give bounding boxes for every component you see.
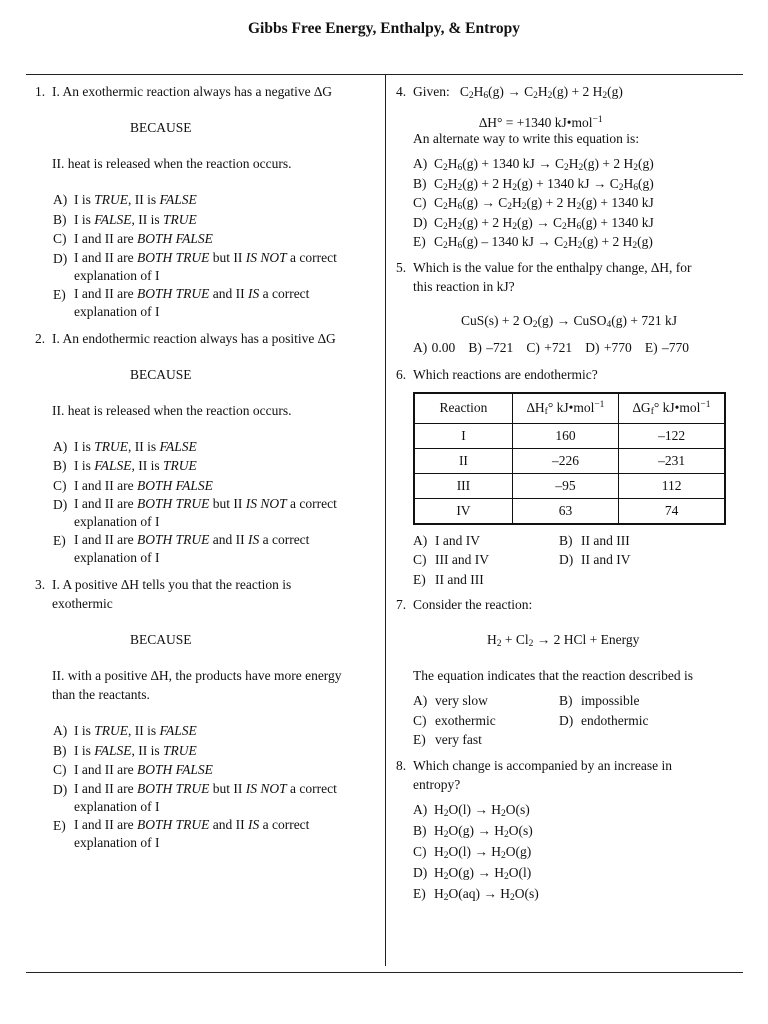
option-a[interactable]: A) $H_2O(l) \to H_2O(s)$ [413,801,530,819]
answer-options [396,154,741,252]
question-4: 4. Given: $C_2H_6(g) \to C_2H_2(g) + 2$ $H_2(g)$ ∆H° = +1340 kJ•mol$^{-1}$ An alternate way to write this equation is: A) $C_2H_6(g) + 1340$ kJ → $C_2H_2(g) + 2$ $H_2(g)$ B) $C_2H_2(g) + 2$ $H_2(g) + 1340$ kJ → $C_2H_6(g)$ C) $C_2H_6(g) \to C_2H_2(g) + 2$ $H_2(g) + 1340$ kJ D) $C_2H_2(g) + 2$ $H_2(g) \to C_2H_6(g) + 1340$ kJ E) $C_2H_6(g) - 1340$ kJ → $C_2H_2(g) + 2$ $H_2(g)$ [396,82,741,252]
option-b[interactable]: B) –721 [468,339,514,355]
table-header-row [414,393,725,424]
option-e[interactable]: E) very fast [413,732,482,747]
option-c[interactable]: C) III and IV [413,552,489,567]
column-divider [385,75,386,966]
option-d[interactable]: D) II and IV [559,552,631,567]
statement-2: II. with a positive ∆H, the products have more energy [52,668,342,683]
answer-options [396,531,741,590]
option-c[interactable]: C) I and II are BOTH FALSE [53,762,213,777]
option-b[interactable]: B) impossible [559,693,640,708]
option-a[interactable]: A) I and IV [413,532,480,548]
option-d[interactable]: D) $H_2O(g) \to H_2O(l)$ [413,864,532,882]
statement-2: II. heat is released when the reaction occurs. [52,156,292,171]
question-5 [396,258,741,357]
option-b[interactable]: B) I is FALSE, II is TRUE [53,211,197,227]
option-d[interactable]: D) I and II are BOTH TRUE but II IS NOT a correct explanation of I [53,249,337,283]
option-b[interactable]: B) I is FALSE, II is TRUE [53,742,197,758]
option-d[interactable]: D) I and II are BOTH TRUE but II IS NOT a correct explanation of I [53,780,337,814]
option-c[interactable]: C) $H_2O(l) \to H_2O(g)$ [413,843,532,861]
header-delta-hf: $\Delta H_f^\circ$ kJ•mol$^{-1}$ [512,393,618,424]
option-b[interactable]: B) II and III [559,532,630,548]
option-e[interactable]: E) I and II are BOTH TRUE and II IS a correct explanation of I [53,285,310,319]
reaction-equation: CuS(s) + 2 $O_2(g)$ → CuSO$_4$(g) + 721 kJ [461,312,677,330]
given-equation: $C_2H_6(g) \to C_2H_2(g) + 2$ $H_2(g)$ [459,84,623,101]
question-number: 6. [396,366,407,382]
delta-h-value: ∆H° = +1340 kJ•mol [479,115,593,130]
question-text: Which change is accompanied by an increase in [413,757,673,773]
question-2 [35,329,380,568]
option-a[interactable]: A) I is TRUE, II is FALSE [53,192,197,207]
option-e[interactable]: E) II and III [413,571,484,587]
question-text: Which reactions are endothermic? [413,366,598,382]
question-number: 1. [35,84,46,99]
question-3 [35,575,380,852]
option-a[interactable]: A) $C_2H_6(g) + 1340$ kJ → $C_2H_2(g) + 2$ $H_2(g)$ [413,156,654,173]
option-a[interactable]: A) 0.00 [413,339,456,355]
statement-2: II. heat is released when the reaction occurs. [52,402,292,418]
question-number: 3. [35,577,46,592]
option-c[interactable]: C) $C_2H_6(g) \to C_2H_2(g) + 2$ $H_2(g) + 1340$ kJ [413,195,654,212]
statement-1-continued: exothermic [52,596,113,611]
bottom-rule [26,972,743,973]
option-e[interactable]: E) –770 [644,339,689,355]
question-7 [396,595,741,750]
given-label: Given: [413,84,450,99]
right-column [396,82,741,904]
question-6 [396,365,741,590]
statement-1: I. A positive ∆H tells you that the reaction is [52,577,292,592]
option-d[interactable]: D) I and II are BOTH TRUE but II IS NOT a correct explanation of I [53,496,337,529]
question-number: 2. [35,330,46,346]
table-row: II –226 –231 [414,449,725,474]
option-e[interactable]: E) $C_2H_6(g) - 1340$ kJ → $C_2H_2(g) + 2$ $H_2(g)$ [413,234,653,251]
option-b[interactable]: B) I is FALSE, II is TRUE [53,458,197,473]
because-label: BECAUSE [130,120,192,135]
question-statement: The equation indicates that the reaction described is [413,668,694,683]
left-column [35,82,380,852]
table-row: IV 63 74 [414,499,725,524]
question-text: Consider the reaction: [413,597,533,612]
option-a[interactable]: A) very slow [413,693,488,708]
statement-2-continued: than the reactants. [52,687,150,702]
reaction-equation: $H_2 + Cl_2 \to 2$ HCl + Energy [487,632,640,649]
header-delta-gf: $\Delta G_f^\circ$ kJ•mol$^{-1}$ [619,393,725,424]
table-row: I 160 –122 [414,424,725,449]
answer-options [396,691,741,750]
option-d[interactable]: D) $C_2H_2(g) + 2$ $H_2(g) \to C_2H_6(g) + 1340$ kJ [413,214,654,232]
option-e[interactable]: E) I and II are BOTH TRUE and II IS a correct explanation of I [53,532,310,565]
question-text-continued: entropy? [413,776,461,792]
option-c[interactable]: C) +721 [526,339,573,355]
because-label: BECAUSE [130,632,192,647]
because-label: BECAUSE [130,366,192,382]
question-8 [396,756,741,904]
statement-1: I. An exothermic reaction always has a negative ∆G [52,84,333,99]
answer-options [35,437,380,568]
table-row: III –95 112 [414,474,725,499]
header-reaction: Reaction [414,393,512,424]
question-1 [35,82,380,321]
answer-options [35,721,380,852]
option-d[interactable]: D) endothermic [559,712,649,728]
question-prompt: An alternate way to write this equation is: [413,131,640,146]
option-a[interactable]: A) I is TRUE, II is FALSE [53,438,197,454]
page-title: Gibbs Free Energy, Enthalpy, & Entropy [247,20,520,37]
option-d[interactable]: D) +770 [585,339,632,355]
statement-1: I. An endothermic reaction always has a positive ∆G [52,330,336,346]
answer-options [396,799,741,904]
option-c[interactable]: C) exothermic [413,712,496,728]
thermo-data-table [413,392,726,525]
option-b[interactable]: B) $C_2H_2(g) + 2$ $H_2(g) + 1340$ kJ → $C_2H_6(g)$ [413,175,654,193]
option-a[interactable]: A) I is TRUE, II is FALSE [53,723,197,738]
question-text-continued: this reaction in kJ? [413,278,515,294]
option-e[interactable]: E) I and II are BOTH TRUE and II IS a correct explanation of I [53,816,310,850]
option-c[interactable]: C) I and II are BOTH FALSE [53,477,213,493]
question-number: 8. [396,757,407,773]
option-b[interactable]: B) $H_2O(g) \to H_2O(s)$ [413,822,533,840]
question-number: 4. [396,84,407,99]
answer-options [35,190,380,321]
question-number: 7. [396,597,407,612]
option-e[interactable]: E) $H_2O(aq) \to H_2O(s)$ [413,885,539,903]
question-number: 5. [396,259,407,275]
answer-options [396,338,741,357]
question-text: Which is the value for the enthalpy change, ∆H, for [413,259,692,275]
option-c[interactable]: C) I and II are BOTH FALSE [53,231,213,246]
